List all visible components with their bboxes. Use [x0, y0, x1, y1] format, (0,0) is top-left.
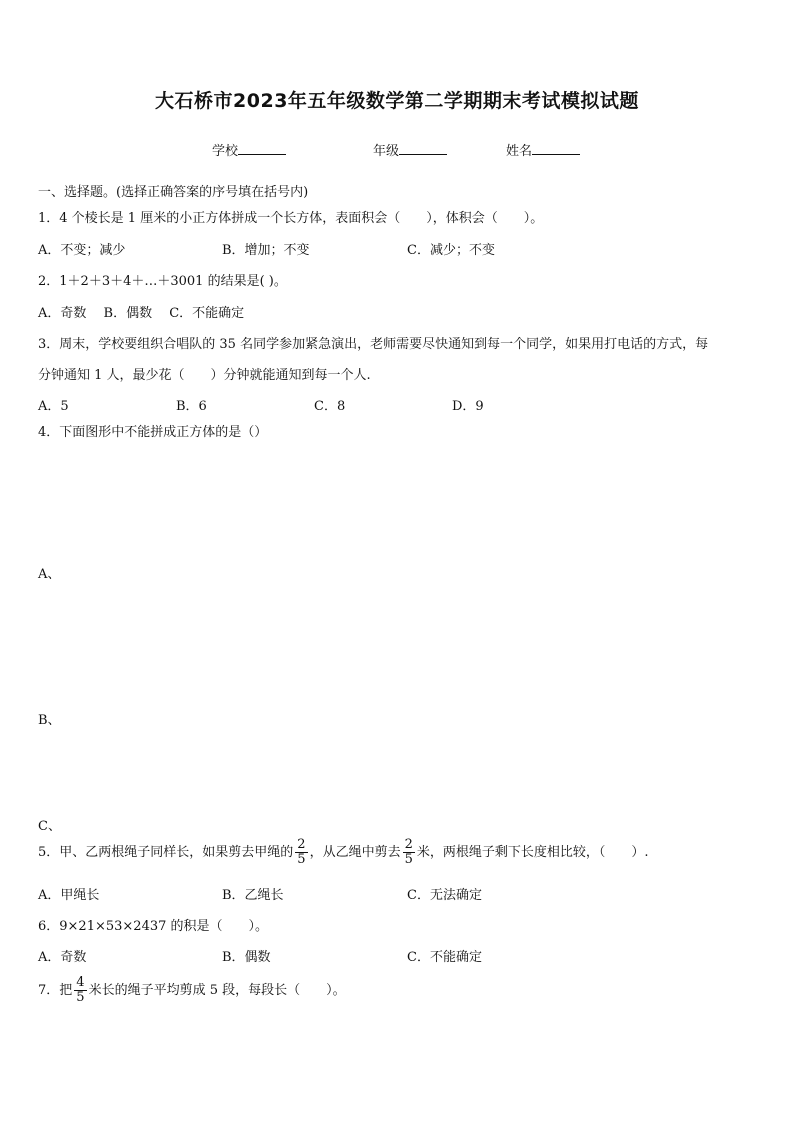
q7-part1: 7．把 [38, 983, 73, 998]
q7-part2: 米长的绳子平均剪成 5 段，每段长（ ）。 [88, 983, 346, 998]
q4-option-a: A、 [38, 567, 61, 582]
q1-option-a: A．不变；减少 [38, 243, 126, 258]
q7-fraction [74, 976, 86, 1005]
q5-fraction-1 [295, 838, 307, 867]
q6-option-a: A．奇数 [38, 950, 87, 965]
school-label: 学校 [212, 144, 239, 159]
q3-option-d: D．9 [452, 399, 484, 414]
q7-fraction-denominator: 5 [76, 990, 85, 1005]
grade-blank [399, 142, 447, 155]
name-label: 姓名 [506, 144, 533, 159]
q5-fraction-1-numerator: 2 [297, 837, 306, 852]
section-heading: 一、选择题。(选择正确答案的序号填在括号内) [38, 185, 309, 200]
question-7-text [38, 974, 346, 1008]
q6-option-c: C．不能确定 [407, 950, 482, 965]
q5-fraction-2-denominator: 5 [404, 852, 413, 867]
question-3-text-line1: 3．周末，学校要组织合唱队的 35 名同学参加紧急演出，老师需要尽快通知到每一个同学，如果用打电话的方式，每 [38, 337, 709, 352]
name-field [506, 140, 580, 159]
school-field [212, 140, 286, 159]
question-2-text: 2．1＋2＋3＋4＋…＋3001 的结果是( )。 [38, 274, 287, 289]
question-5-text [38, 836, 649, 870]
question-1-text: 1．4 个棱长是 1 厘米的小正方体拼成一个长方体，表面积会（ ），体积会（ ）。 [38, 211, 544, 226]
q1-option-c: C．减少；不变 [407, 243, 495, 258]
grade-field [373, 140, 447, 159]
q4-option-c: C、 [38, 819, 61, 834]
q5-option-b: B．乙绳长 [222, 888, 284, 903]
grade-label: 年级 [373, 144, 400, 159]
question-4-text: 4．下面图形中不能拼成正方体的是（） [38, 425, 268, 440]
q3-option-a: A．5 [38, 399, 69, 414]
q5-part2: ，从乙绳中剪去 [309, 845, 401, 860]
question-3-text-line2: 分钟通知 1 人，最少花（ ）分钟就能通知到每一个人. [38, 368, 371, 383]
q2-options: A．奇数 B．偶数 C．不能确定 [38, 306, 245, 321]
q5-fraction-2 [403, 838, 415, 867]
q3-option-c: C．8 [314, 399, 346, 414]
q3-option-b: B．6 [176, 399, 207, 414]
question-6-text: 6．9×21×53×2437 的积是（ ）。 [38, 919, 269, 934]
q4-option-b: B、 [38, 713, 61, 728]
q5-option-a: A．甲绳长 [38, 888, 100, 903]
q5-option-c: C．无法确定 [407, 888, 482, 903]
q7-fraction-numerator: 4 [76, 975, 85, 990]
q6-option-b: B．偶数 [222, 950, 271, 965]
q5-part3: 米，两根绳子剩下长度相比较，（ ）. [416, 845, 649, 860]
page-title: 大石桥市2023年五年级数学第二学期期末考试模拟试题 [155, 90, 639, 112]
q5-fraction-2-numerator: 2 [404, 837, 413, 852]
q5-part1: 5．甲、乙两根绳子同样长，如果剪去甲绳的 [38, 845, 294, 860]
q1-option-b: B．增加；不变 [222, 243, 310, 258]
name-blank [532, 142, 580, 155]
q5-fraction-1-denominator: 5 [297, 852, 306, 867]
school-blank [238, 142, 286, 155]
